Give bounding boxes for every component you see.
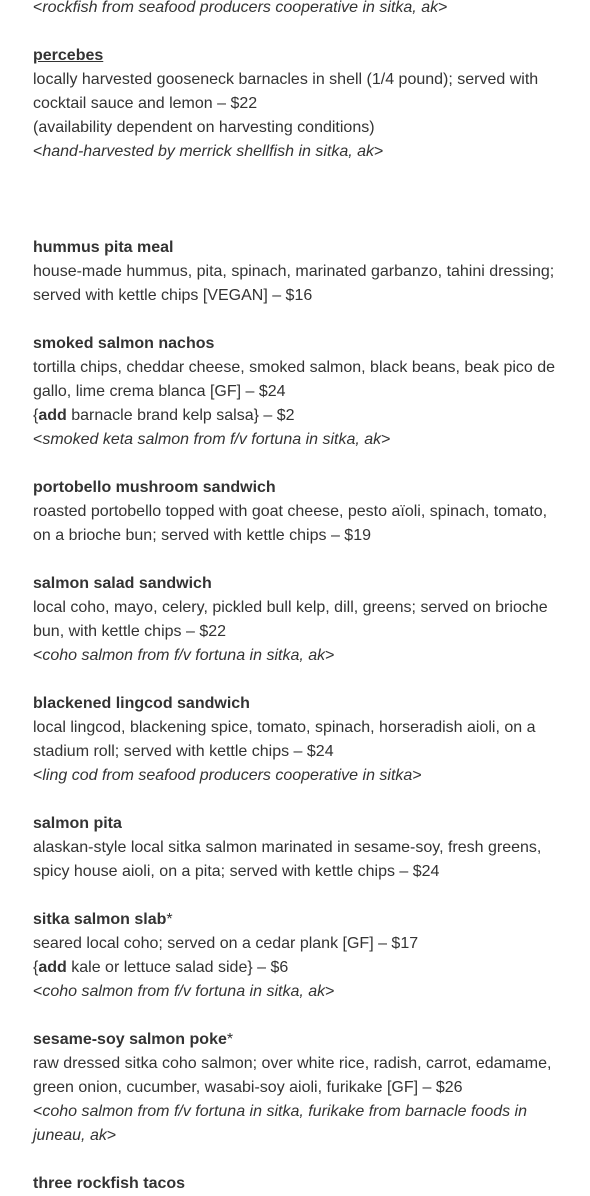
menu-item-title: sesame-soy salmon poke (33, 1031, 227, 1048)
source-note: <coho salmon from f/v fortuna in sitka, ak> (33, 647, 335, 664)
add-on-text: kale or lettuce salad side} – $6 (71, 959, 289, 976)
menu-item-description: alaskan-style local sitka salmon marinated in sesame-soy, fresh greens, spicy house aioli, on a pita; served with kettle chips – $24 (33, 839, 542, 880)
menu-item-description: house-made hummus, pita, spinach, marinated garbanzo, tahini dressing; served with kettle chips [VEGAN] – $16 (33, 263, 555, 304)
source-text: coho salmon from f/v fortuna in sitka, ak (42, 983, 326, 1000)
source-text: hand-harvested by merrick shellfish in sitka, ak (42, 143, 375, 160)
source-note: <coho salmon from f/v fortuna in sitka, furikake from barnacle foods in juneau, ak> (33, 1103, 528, 1144)
source-note: <smoked keta salmon from f/v fortuna in sitka, ak> (33, 431, 391, 448)
source-text: rockfish from seafood producers cooperative in sitka, ak (42, 0, 439, 16)
raw-asterisk: * (226, 1031, 234, 1048)
source-note: <ling cod from seafood producers cooperative in sitka> (33, 767, 422, 784)
source-text: ling cod from seafood producers cooperative in sitka (42, 767, 413, 784)
menu-item-title: sitka salmon slab (33, 911, 167, 928)
source-text: smoked keta salmon from f/v fortuna in sitka, ak (42, 431, 382, 448)
menu-item-title-link[interactable]: percebes (33, 47, 104, 64)
source-note: <coho salmon from f/v fortuna in sitka, ak> (33, 983, 335, 1000)
add-label: add (38, 959, 67, 976)
menu-item-description: local coho, mayo, celery, pickled bull kelp, dill, greens; served on brioche bun, with kettle chips – $22 (33, 599, 548, 640)
add-on-text: barnacle brand kelp salsa} – $2 (71, 407, 295, 424)
menu-item-title: blackened lingcod sandwich (33, 695, 250, 712)
add-on: {add kale or lettuce salad side} – $6 (33, 959, 289, 976)
source-text: coho salmon from f/v fortuna in sitka, furikake from barnacle foods in juneau, ak (33, 1103, 528, 1144)
menu-item-description: seared local coho; served on a cedar plank [GF] – $17 (33, 935, 419, 952)
menu-item-title: hummus pita meal (33, 239, 174, 256)
source-note: <hand-harvested by merrick shellfish in sitka, ak> (33, 143, 384, 160)
menu-item-title: three rockfish tacos (33, 1175, 186, 1192)
menu-item-title-row (33, 908, 558, 932)
menu-item-title: salmon pita (33, 815, 122, 832)
source-note: <rockfish from seafood producers cooperative in sitka, ak> (33, 0, 448, 16)
menu-item-title-row (33, 1028, 558, 1052)
menu-item-title: salmon salad sandwich (33, 575, 212, 592)
menu-item-description: local lingcod, blackening spice, tomato, spinach, horseradish aioli, on a stadium roll; served with kettle chips – $24 (33, 719, 536, 760)
add-label: add (38, 407, 67, 424)
add-on: {add barnacle brand kelp salsa} – $2 (33, 407, 295, 424)
menu-page (33, 0, 558, 1196)
menu-item-description: tortilla chips, cheddar cheese, smoked salmon, black beans, beak pico de gallo, lime crema blanca [GF] – $24 (33, 359, 556, 400)
menu-item-description: roasted portobello topped with goat cheese, pesto aïoli, spinach, tomato, on a brioche bun; served with kettle chips – $19 (33, 503, 548, 544)
menu-item-title: portobello mushroom sandwich (33, 479, 276, 496)
menu-item-description: locally harvested gooseneck barnacles in shell (1/4 pound); served with cocktail sauce and lemon – $22 (33, 71, 539, 112)
source-text: coho salmon from f/v fortuna in sitka, ak (42, 647, 326, 664)
raw-asterisk: * (166, 911, 173, 928)
availability-note: (availability dependent on harvesting conditions) (33, 119, 375, 136)
menu-item-description: raw dressed sitka coho salmon; over white rice, radish, carrot, edamame, green onion, cucumber, wasabi-soy aioli, furikake [GF] – $26 (33, 1055, 552, 1096)
menu-item-title: smoked salmon nachos (33, 335, 215, 352)
